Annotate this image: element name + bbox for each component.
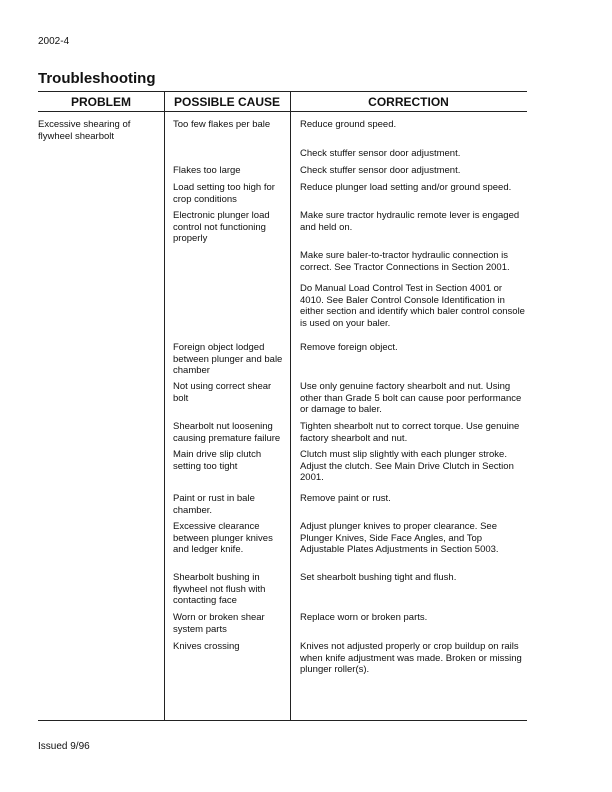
page-number: 2002-4 <box>38 36 70 47</box>
cause-cell: Knives crossing <box>173 641 240 652</box>
header-problem: PROBLEM <box>71 95 131 109</box>
table-top-rule <box>38 91 527 92</box>
correction-cell: Use only genuine factory shearbolt and nut. Using other than Grade 5 bolt can cause poor performance or damage to baler. <box>300 381 522 415</box>
cause-cell: Paint or rust in bale chamber. <box>173 493 255 516</box>
cause-cell: Too few flakes per bale <box>173 119 271 130</box>
correction-cell: Remove paint or rust. <box>300 493 391 504</box>
header-correction: CORRECTION <box>368 95 449 109</box>
correction-cell: Replace worn or broken parts. <box>300 612 428 623</box>
cause-cell: Flakes too large <box>173 165 241 176</box>
issued-date: Issued 9/96 <box>38 741 90 752</box>
correction-cell: Reduce plunger load setting and/or ground speed. <box>300 182 512 193</box>
cause-cell: Excessive clearance between plunger knives and ledger knife. <box>173 521 273 555</box>
cause-cell: Shearbolt nut loosening causing premature failure <box>173 421 281 444</box>
cause-cell: Main drive slip clutch setting too tight <box>173 449 262 472</box>
cause-cell: Shearbolt bushing in flywheel not flush with contacting face <box>173 572 266 606</box>
problem-cell: Excessive shearing of flywheel shearbolt <box>38 119 131 142</box>
column-divider-2 <box>290 91 291 720</box>
cause-cell: Not using correct shear bolt <box>173 381 272 404</box>
header-possible-cause: POSSIBLE CAUSE <box>173 95 281 109</box>
correction-cell: Make sure tractor hydraulic remote lever is engaged and held on. <box>300 210 520 233</box>
correction-cell: Tighten shearbolt nut to correct torque. Use genuine factory shearbolt and nut. <box>300 421 520 444</box>
table-bottom-rule <box>38 720 527 721</box>
cause-cell: Worn or broken shear system parts <box>173 612 265 635</box>
correction-cell: Do Manual Load Control Test in Section 4001 or 4010. See Baler Control Console Identification in either section and identify which baler control console is used on your baler. <box>300 283 525 329</box>
correction-cell: Set shearbolt bushing tight and flush. <box>300 572 457 583</box>
correction-cell: Check stuffer sensor door adjustment. <box>300 148 461 159</box>
correction-cell: Adjust plunger knives to proper clearance. See Plunger Knives, Side Face Angles, and Top Adjustable Plates Adjustments in Section 5003. <box>300 521 499 555</box>
section-title: Troubleshooting <box>38 70 156 87</box>
correction-cell: Make sure baler-to-tractor hydraulic connection is correct. See Tractor Connections in Section 2001. <box>300 250 510 273</box>
cause-cell: Foreign object lodged between plunger and bale chamber <box>173 342 283 376</box>
correction-cell: Check stuffer sensor door adjustment. <box>300 165 461 176</box>
correction-cell: Clutch must slip slightly with each plunger stroke. Adjust the clutch. See Main Drive Clutch in Section 2001. <box>300 449 514 483</box>
correction-cell: Knives not adjusted properly or crop buildup on rails when knife adjustment was made. Broken or missing plunger roller(s). <box>300 641 522 675</box>
cause-cell: Load setting too high for crop conditions <box>173 182 275 205</box>
column-divider-1 <box>164 91 165 720</box>
table-header-rule <box>38 111 527 112</box>
correction-cell: Remove foreign object. <box>300 342 398 353</box>
correction-cell: Reduce ground speed. <box>300 119 397 130</box>
cause-cell: Electronic plunger load control not functioning properly <box>173 210 270 244</box>
